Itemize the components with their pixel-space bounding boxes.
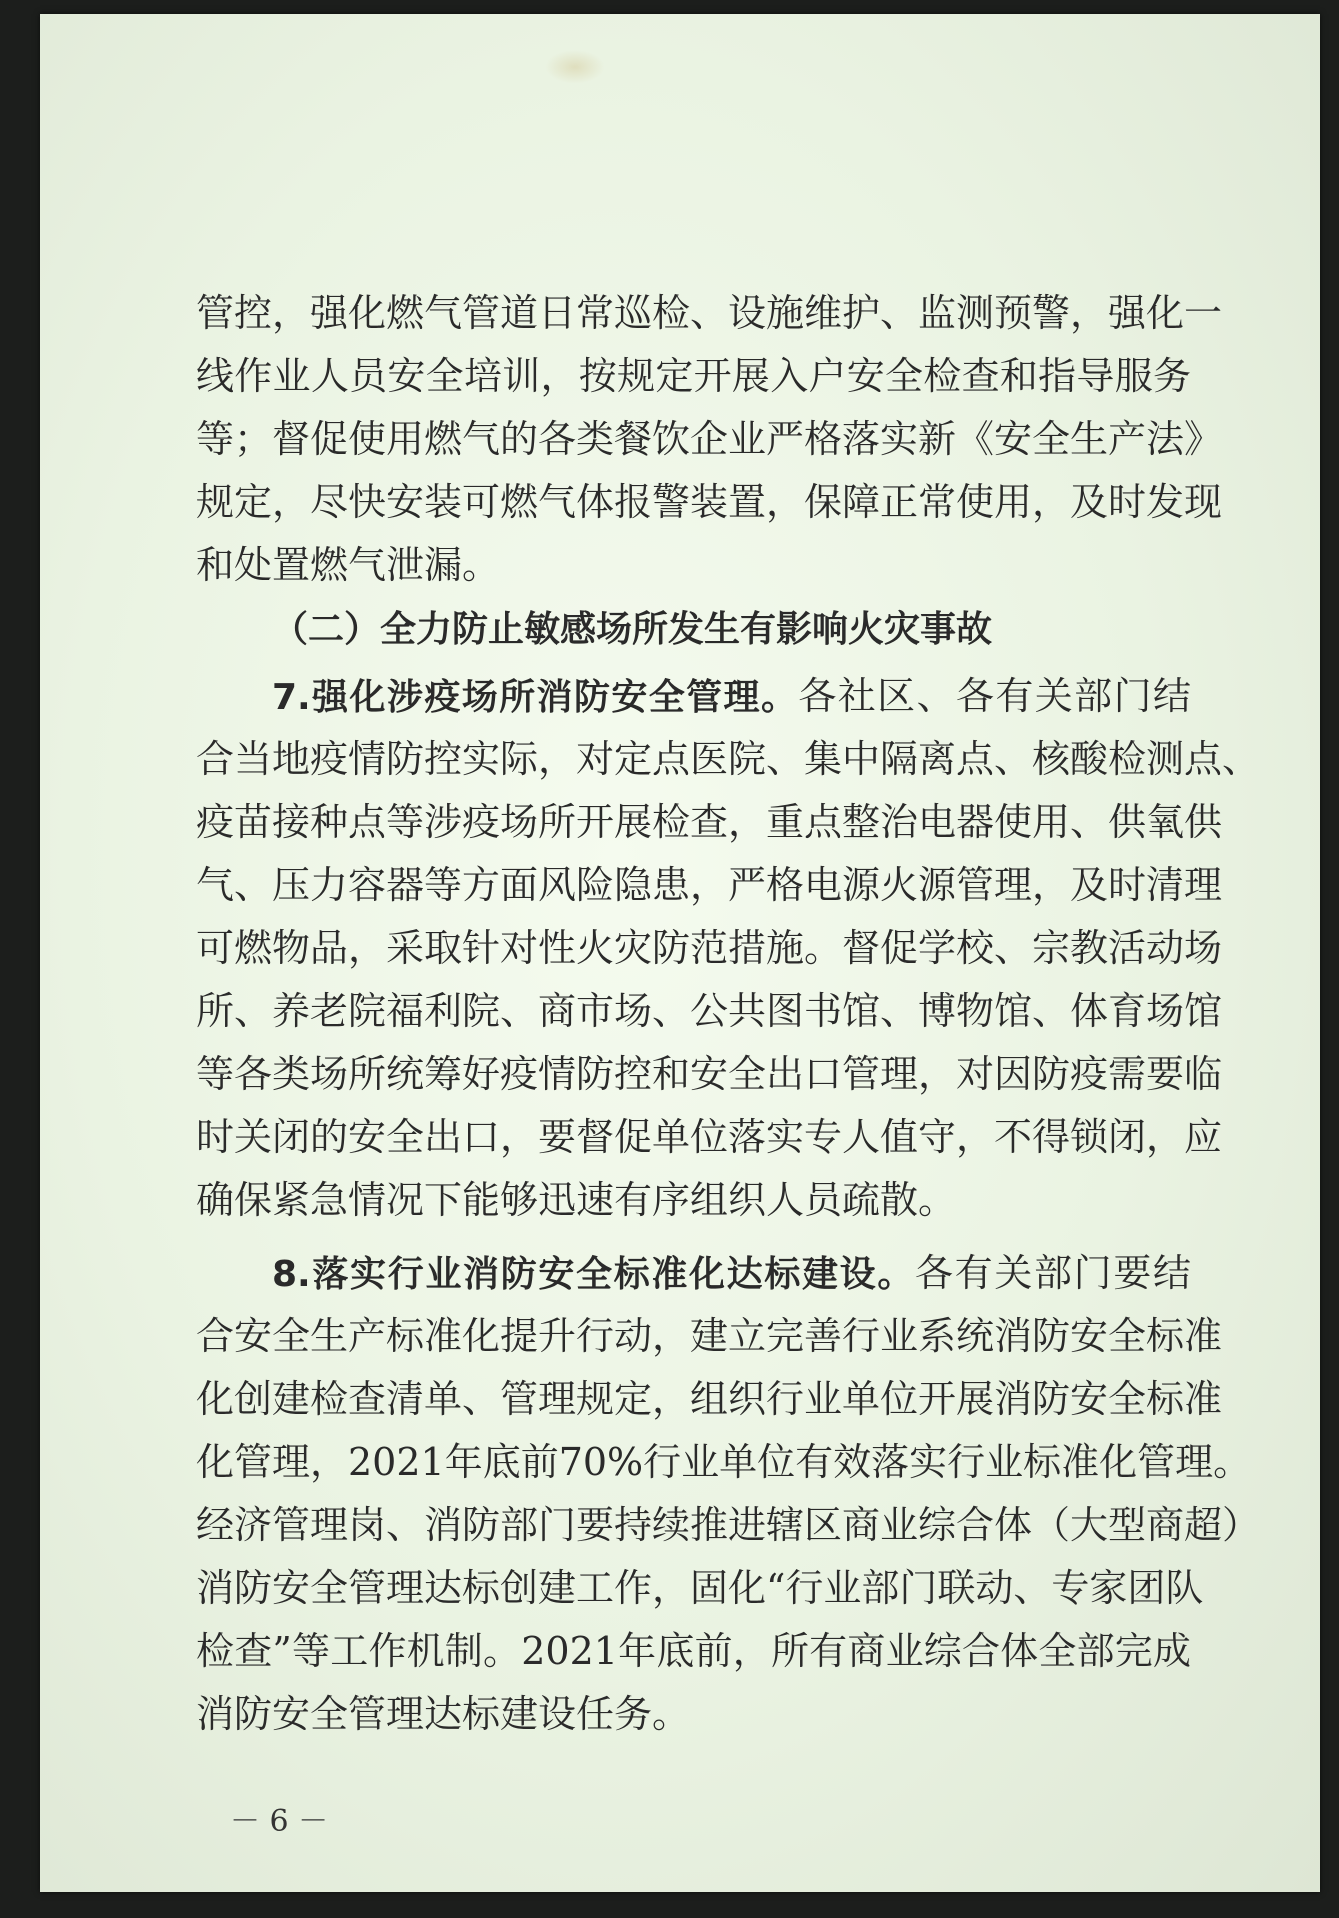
item-8-paragraph <box>196 1242 1261 1746</box>
text-line: 消防安全管理达标建设任务。 <box>196 1692 691 1736</box>
text-line: 化管理，2021年底前70%行业单位有效落实行业标准化管理。 <box>196 1440 1252 1484</box>
text-line: 消防安全管理达标创建工作，固化“行业部门联动、专家团队 <box>196 1566 1204 1610</box>
item-7-title: 7.强化涉疫场所消防安全管理。 <box>272 677 799 718</box>
text-line: 时关闭的安全出口，要督促单位落实专人值守，不得锁闭，应 <box>196 1115 1223 1159</box>
item-8-first-line-text: 各有关部门要结 <box>915 1251 1191 1295</box>
document-body <box>196 282 1261 1746</box>
text-line: 气、压力容器等方面风险隐患，严格电源火源管理，及时清理 <box>196 863 1223 907</box>
text-line: 线作业人员安全培训，按规定开展入户安全检查和指导服务 <box>196 354 1191 398</box>
text-line: 可燃物品，采取针对性火灾防范措施。督促学校、宗教活动场 <box>196 926 1223 970</box>
text-line: 化创建检查清单、管理规定，组织行业单位开展消防安全标准 <box>196 1377 1223 1421</box>
text-line: 规定，尽快安装可燃气体报警装置，保障正常使用，及时发现 <box>196 480 1223 524</box>
item-8-title: 8.落实行业消防安全标准化达标建设。 <box>272 1254 915 1295</box>
item-7-first-line-text: 各社区、各有关部门结 <box>798 674 1191 718</box>
text-line: 合安全生产标准化提升行动，建立完善行业系统消防安全标准 <box>196 1314 1223 1358</box>
text-line: 等各类场所统筹好疫情防控和安全出口管理，对因防疫需要临 <box>196 1052 1223 1096</box>
text-line: 和处置燃气泄漏。 <box>196 543 501 587</box>
text-line: 管控，强化燃气管道日常巡检、设施维护、监测预警，强化一 <box>196 291 1223 335</box>
text-line: 所、养老院福利院、商市场、公共图书馆、博物馆、体育场馆 <box>196 989 1223 1033</box>
page-number: － 6 － <box>230 1804 329 1839</box>
text-line: 经济管理岗、消防部门要持续推进辖区商业综合体（大型商超） <box>196 1503 1261 1547</box>
text-line: 疫苗接种点等涉疫场所开展检查，重点整治电器使用、供氧供 <box>196 800 1223 844</box>
intro-paragraph <box>196 282 1223 597</box>
paper-mark <box>545 50 605 84</box>
section-heading: （二）全力防止敏感场所发生有影响火灾事故 <box>272 609 993 650</box>
text-line <box>196 665 1191 728</box>
text-line: 等；督促使用燃气的各类餐饮企业严格落实新《安全生产法》 <box>196 417 1223 461</box>
item-7-paragraph <box>196 665 1261 1232</box>
text-line <box>196 1242 1191 1305</box>
text-line: 确保紧急情况下能够迅速有序组织人员疏散。 <box>196 1178 957 1222</box>
document-page <box>40 14 1320 1892</box>
text-line: 合当地疫情防控实际，对定点医院、集中隔离点、核酸检测点、 <box>196 737 1261 781</box>
text-line: 检查”等工作机制。2021年底前，所有商业综合体全部完成 <box>196 1629 1191 1673</box>
